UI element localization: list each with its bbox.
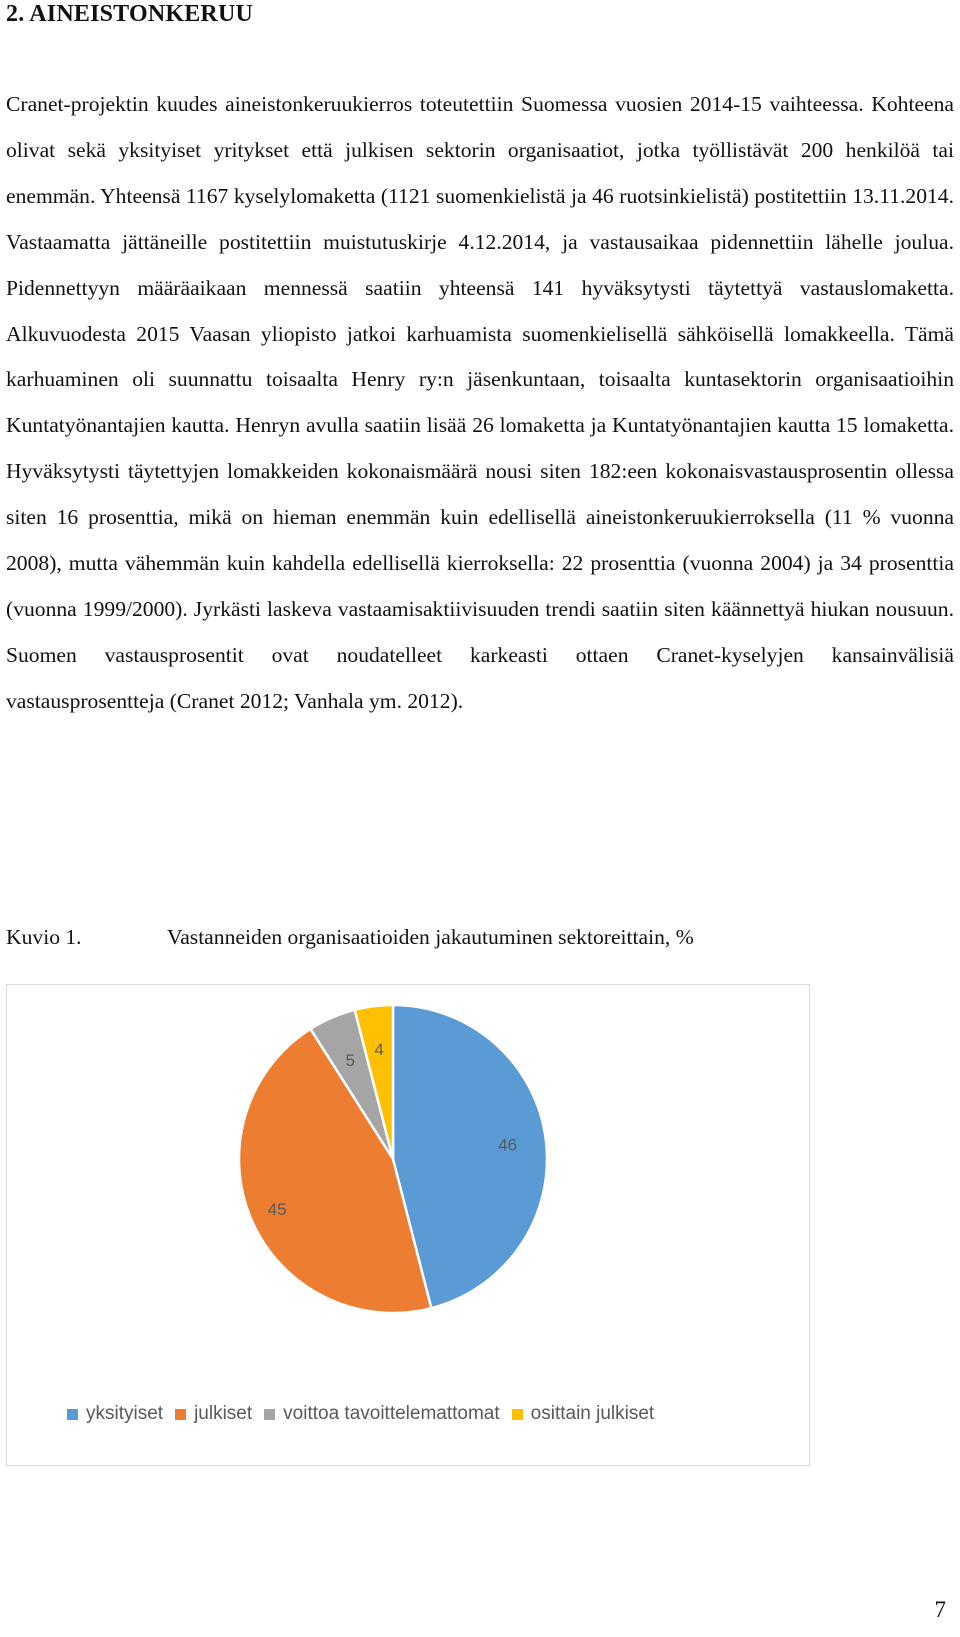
chart-legend <box>67 1403 666 1425</box>
page-number: 7 <box>934 1597 946 1622</box>
pie-chart <box>7 985 808 1464</box>
legend-swatch-1 <box>175 1409 186 1420</box>
pie-chart-frame <box>6 984 810 1466</box>
legend-item-1 <box>175 1403 252 1425</box>
pie-data-label-2: 5 <box>345 1051 355 1071</box>
figure-caption <box>6 922 694 952</box>
pie-data-label-1: 45 <box>267 1200 287 1220</box>
legend-label-3: osittain julkiset <box>530 1403 655 1424</box>
legend-item-2 <box>264 1403 500 1425</box>
legend-item-3 <box>512 1403 655 1425</box>
legend-label-0: yksityiset <box>86 1403 164 1424</box>
body-paragraph: Cranet-projektin kuudes aineistonkeruukierros toteutettiin Suomessa vuosien 2014-15 vaihteessa. Kohteena olivat sekä yksityiset yritykset että julkisen sektorin organisaatiot, jotka työllistävät 200 henkilöä tai enemmän. Yhteensä 1167 kyselylomaketta (1121 suomenkielistä ja 46 ruotsinkielistä) postitettiin 13.11.2014. Vastaamatta jättäneille postitettiin muistutuskirje 4.12.2014, ja vastausaikaa pidennettiin lähelle joulua. Pidennettyyn määräaikaan mennessä saatiin yhteensä 141 hyväksytysti täytettyä vastauslomaketta. Alkuvuodesta 2015 Vaasan yliopisto jatkoi karhuamista suomenkielisellä sähköisellä lomakkeella. Tämä karhuaminen oli suunnattu toisaalta Henry ry:n jäsenkuntaan, toisaalta kuntasektorin organisaatioihin Kuntatyönantajien kautta. Henryn avulla saatiin lisää 26 lomaketta ja Kuntatyönantajien kautta 15 lomaketta. Hyväksytysti täytettyjen lomakkeiden kokonaismäärä nousi siten 182:een kokonaisvastausprosentin ollessa siten 16 prosenttia, mikä on hieman enemmän kuin edellisellä aineistonkeruukierroksella (11 % vuonna 2008), mutta vähemmän kuin kahdella edellisellä kierroksella: 22 prosenttia (vuonna 2004) ja 34 prosenttia (vuonna 1999/2000). Jyrkästi laskeva vastaamisaktiivisuuden trendi saatiin siten käännettyä hiukan nousuun. Suomen vastausprosentit ovat noudatelleet karkeasti ottaen Cranet-kyselyjen kansainvälisiä vastausprosentteja (Cranet 2012; Vanhala ym. 2012). <box>6 92 954 713</box>
pie-data-label-3: 4 <box>374 1039 384 1059</box>
pie-data-label-0: 46 <box>498 1135 518 1155</box>
figure-number: Kuvio 1. <box>6 925 82 949</box>
figure-title: Vastanneiden organisaatioiden jakautuminen sektoreittain, % <box>167 925 694 949</box>
legend-swatch-0 <box>67 1409 78 1420</box>
legend-swatch-2 <box>264 1409 275 1420</box>
pie-slices <box>239 1005 547 1313</box>
legend-label-1: julkiset <box>194 1403 253 1424</box>
legend-label-2: voittoa tavoittelemattomat <box>283 1403 500 1424</box>
legend-swatch-3 <box>512 1409 523 1420</box>
section-heading: 2. AINEISTONKERUU <box>6 1 254 27</box>
legend-item-0 <box>67 1403 163 1425</box>
